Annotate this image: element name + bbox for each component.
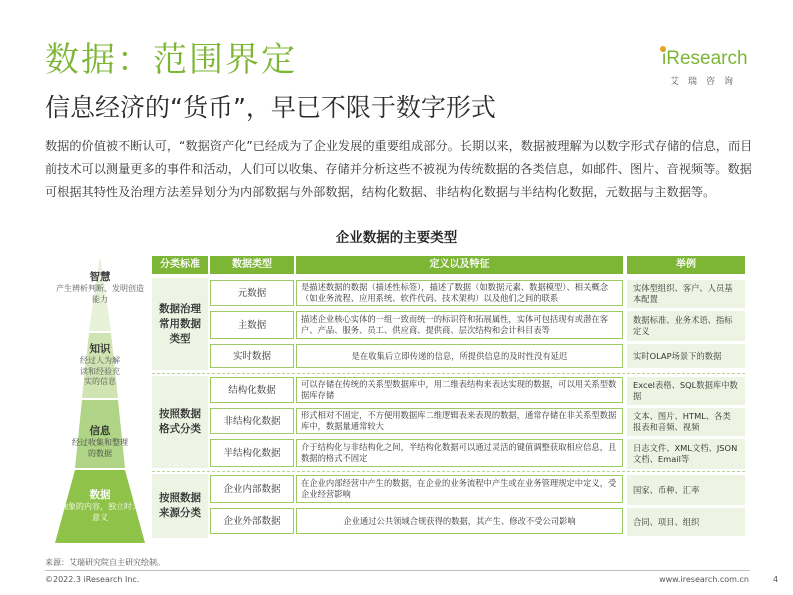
group-divider [152,471,745,472]
page-number: 4 [773,575,779,584]
example-cell: 数据标准、业务术语、指标定义 [627,311,745,341]
definition-cell: 可以存储在传统的关系型数据库中，用二维表结构来表达实现的数据，可以用关系型数据库存储 [296,377,623,403]
footer-divider [45,570,750,571]
page-subtitle: 信息经济的“货币”，早已不限于数字形式 [45,93,496,122]
type-cell: 半结构化数据 [210,439,294,467]
type-cell: 非结构化数据 [210,408,294,434]
pyramid-level-desc: 抽象的内容，独立时无意义 [60,502,140,522]
logo-brand: iResearch [662,48,748,69]
group-divider [152,373,745,374]
header-category: 分类标准 [152,256,208,274]
intro-paragraph: 数据的价值被不断认可，“数据资产化”已经成为了企业发展的重要组成部分。长期以来，数据被理解为以数字形式存储的信息，而目前技术可以测量更多的事件和活动，人们可以收集、存储并分析这些不被视为传统数据的各类信息，如邮件、图片、音视频等。数据可根据其特性及治理方法差异划分为内部数据与外部数据，结构化数据、非结构化数据与半结构化数据，元数据与主数据等。 [45,139,753,199]
definition-cell: 企业通过公共领域合规获得的数据，其产生、修改不受公司影响 [296,508,623,534]
pyramid-level-knowledge [77,342,123,388]
header-example: 举例 [627,256,745,274]
pyramid-level-information [69,424,131,459]
example-cell: 日志文件、XML文档、JSON文档、Email等 [627,439,745,469]
example-cell: Excel表格、SQL数据库中数据 [627,377,745,405]
example-cell: 实体型组织、客户、人员基本配置 [627,280,745,308]
example-cell: 国家、币种、汇率 [627,475,745,505]
type-cell: 结构化数据 [210,377,294,403]
pyramid-level-desc: 产生辨析判断、发明创造能力 [56,284,144,304]
header-type: 数据类型 [210,256,294,274]
pyramid-level-head: 知识 [89,343,111,355]
category-format [152,376,208,468]
pyramid-level-head: 信息 [89,425,111,437]
category-label: 数据治理常用数据类型 [159,302,201,345]
pyramid-level-head: 智慧 [89,271,111,283]
pyramid-level-wisdom [55,270,145,305]
definition-cell: 是描述数据的数据（描述性标签），描述了数据（如数据元素、数据模型）、相关概念（如业务流程、应用系统、软件代码、技术架构）以及他们之间的联系 [296,280,623,306]
type-cell: 实时数据 [210,344,294,368]
source-note: 来源：艾瑞研究院自主研究绘制。 [45,558,165,567]
iresearch-logo [650,44,750,89]
logo-tagline: 艾瑞咨询 [670,77,743,87]
example-cell: 合同、项目、组织 [627,508,745,536]
pyramid-level-head: 数据 [89,489,111,501]
type-cell: 企业内部数据 [210,475,294,503]
copyright: ©2022.3 iResearch Inc. [45,575,140,584]
pyramid-level-desc: 经过收集和整理的数据 [72,438,128,458]
example-cell: 实时OLAP场景下的数据 [627,344,745,368]
type-cell: 企业外部数据 [210,508,294,534]
knowledge-pyramid [55,256,145,543]
definition-cell: 描述企业核心实体的一组一致而统一的标识符和拓展属性，实体可包括现有或潜在客户、产品、服务、员工、供应商、提供商、层次结构和会计科目表等 [296,311,623,339]
pyramid-level-desc: 经过人为解读和经验充实的信息 [80,356,120,386]
definition-cell: 是在收集后立即传递的信息，所提供信息的及时性没有延迟 [296,344,623,368]
diagram-title: 企业数据的主要类型 [335,230,458,246]
example-cell: 文本、图片、HTML、各类报表和音频、视频 [627,408,745,436]
definition-cell: 介于结构化与非结构化之间，半结构化数据可以通过灵活的键值调整获取相应信息，且数据的格式不固定 [296,439,623,467]
category-governance [152,278,208,370]
definition-cell: 在企业内部经营中产生的数据，在企业的业务流程中产生或在业务管理规定中定义，受企业经营影响 [296,475,623,503]
definition-cell: 形式相对不固定，不方便用数据库二维逻辑表来表现的数据，通常存储在非关系型数据库中，数据量通常较大 [296,408,623,434]
category-label: 按照数据格式分类 [159,408,201,435]
type-cell: 主数据 [210,311,294,339]
category-source [152,474,208,538]
category-label: 按照数据来源分类 [159,492,201,519]
page-title: 数据：范围界定 [45,40,297,80]
header-definition: 定义以及特征 [296,256,623,274]
type-cell: 元数据 [210,280,294,306]
website-link[interactable]: www.iresearch.com.cn [659,575,749,584]
pyramid-level-data [59,488,141,523]
